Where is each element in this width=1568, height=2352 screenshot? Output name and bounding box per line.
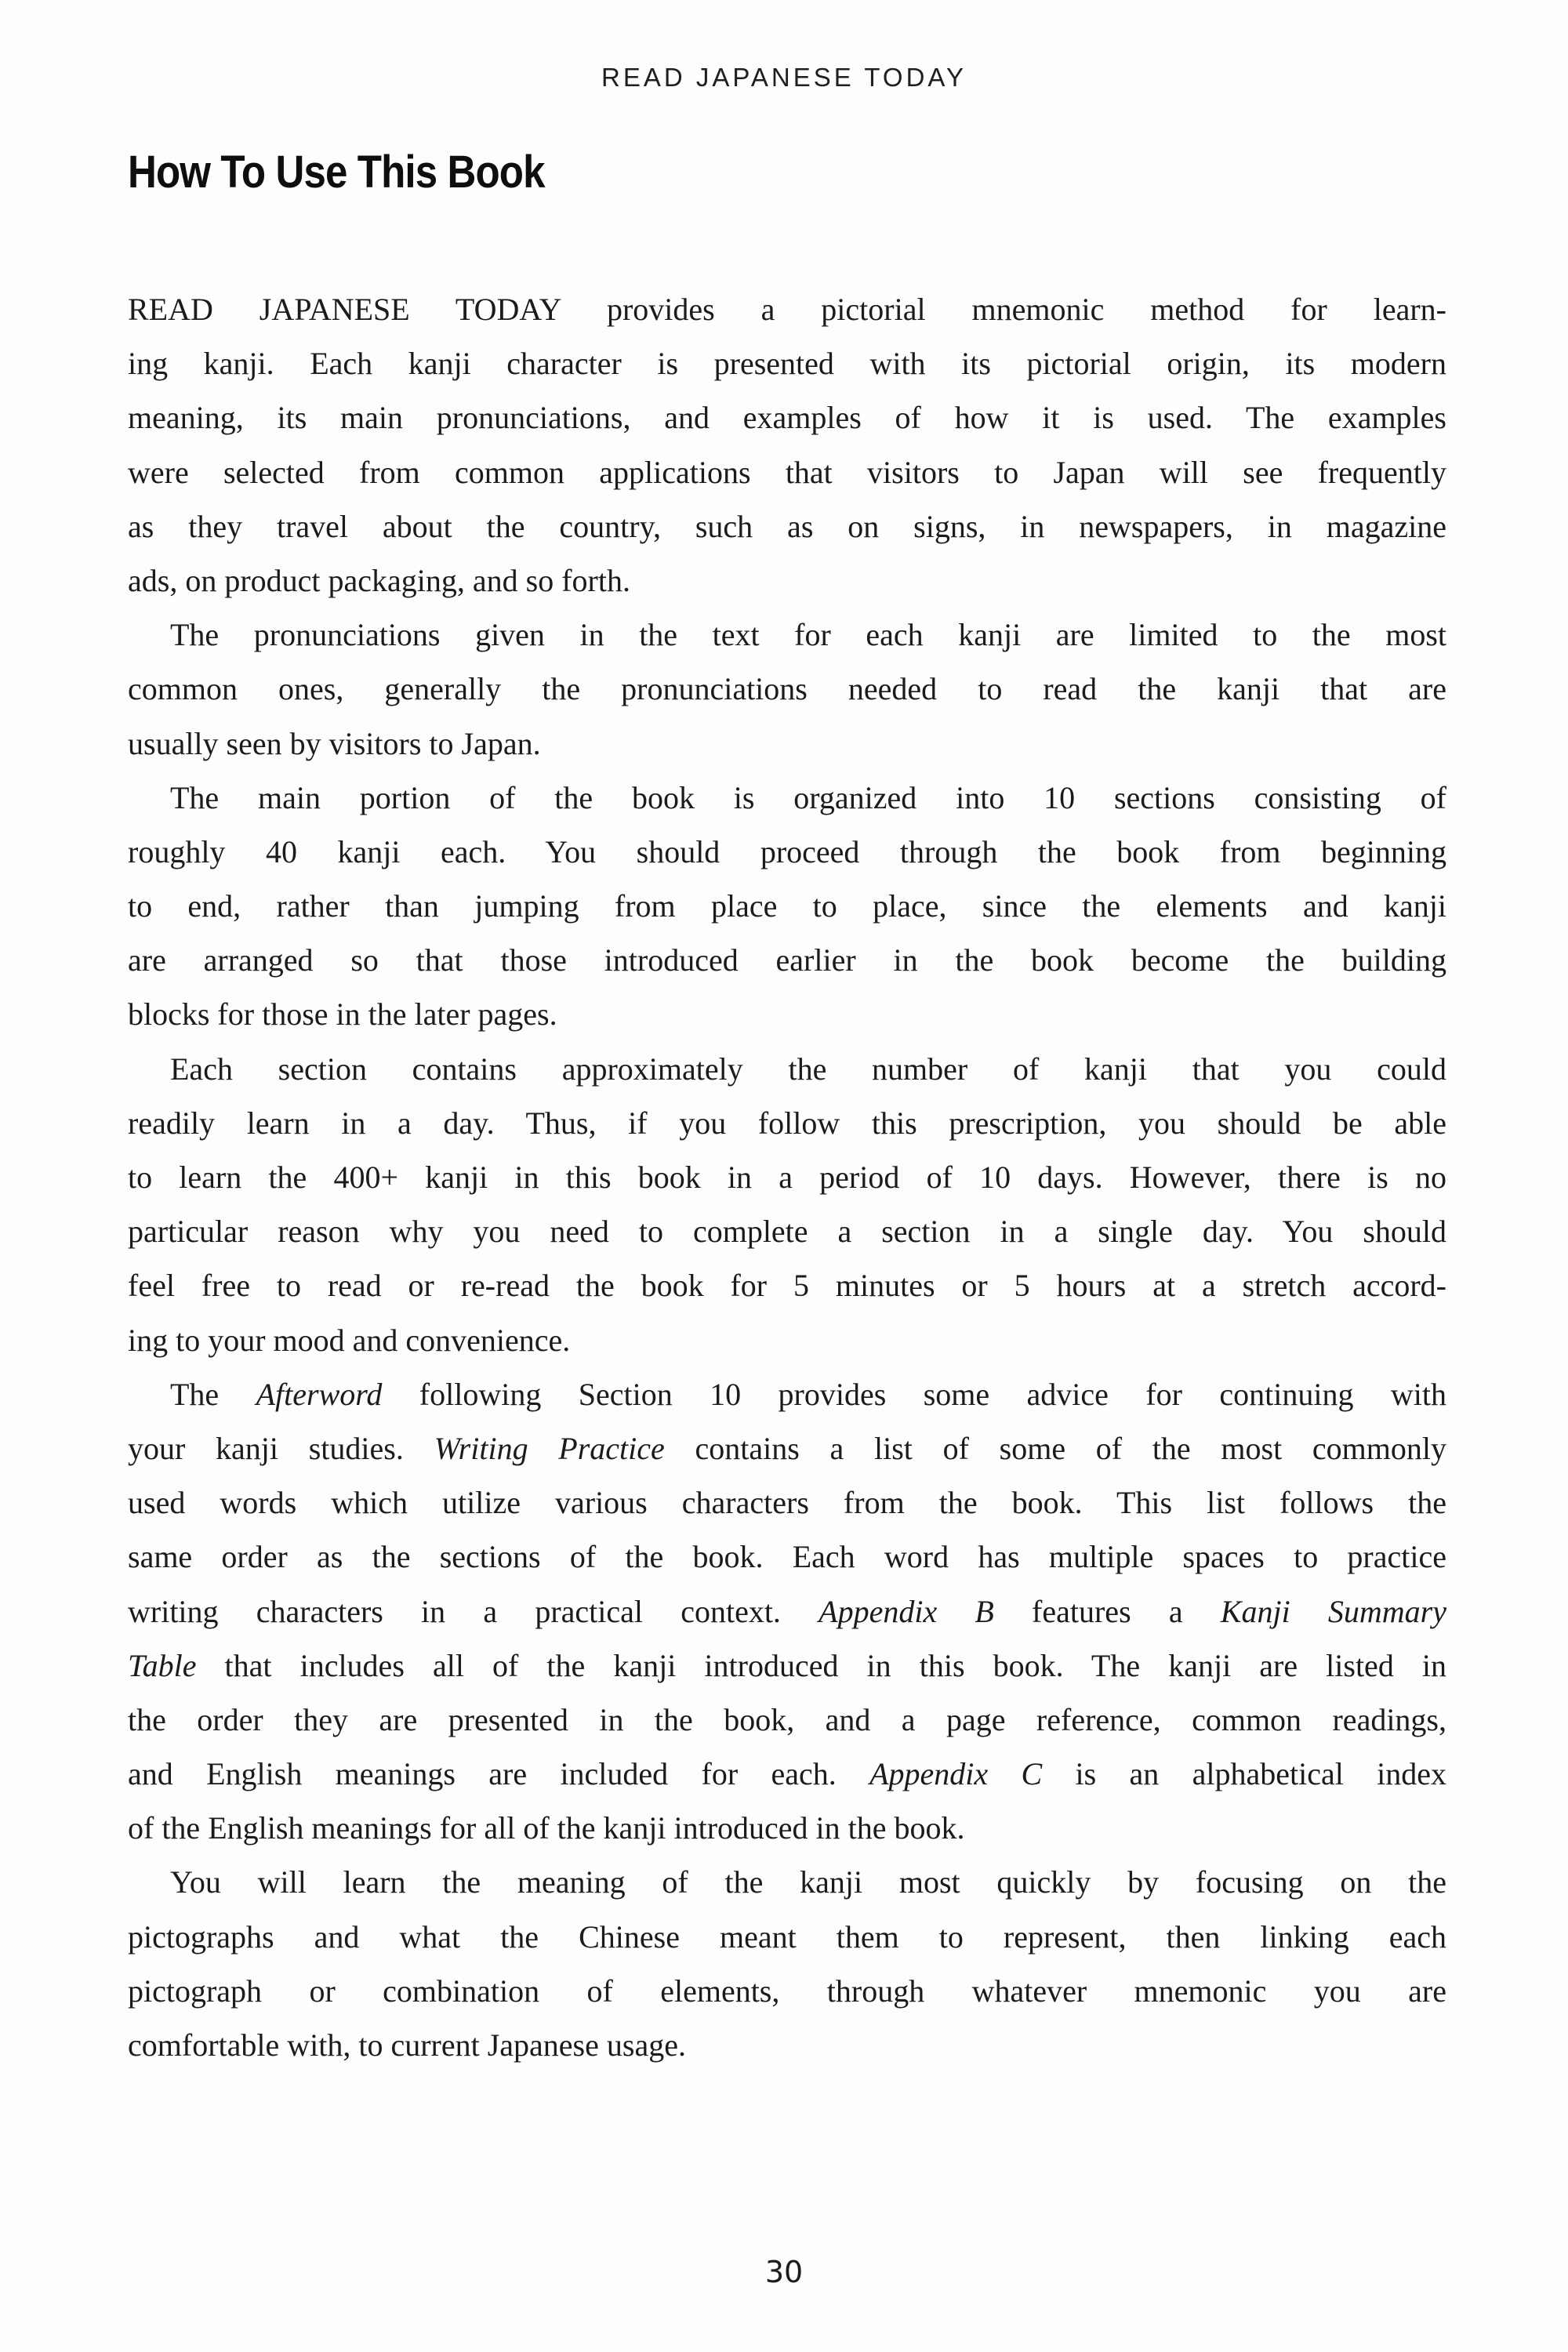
chapter-title: How To Use This Book [128,147,545,198]
text-line: comfortable with, to current Japanese usage. [128,2027,686,2063]
text-line: are arranged so that those introduced earlier in the book become the building [128,942,1446,978]
text-line: READ JAPANESE TODAY provides a pictorial mnemonic method for learn- [128,292,1446,327]
page-number: 30 [764,2255,804,2289]
text-line: as they travel about the country, such as on signs, in newspapers, in magazine [128,508,1446,544]
text-line: your kanji studies. Writing Practice contains a list of some of the most commonly [128,1430,1447,1466]
text-line: ing kanji. Each kanji character is presented with its pictorial origin, its modern [128,346,1446,382]
text-line: usually seen by visitors to Japan. [128,725,541,761]
text-line: to learn the 400+ kanji in this book in a period of 10 days. However, there is no [128,1160,1446,1195]
text-line: used words which utilize various characters from the book. This list follows the [128,1485,1446,1521]
text-line: to end, rather than jumping from place to place, since the elements and kanji [128,888,1446,924]
text-line: and English meanings are included for each. Appendix C is an alphabetical index [128,1756,1447,1792]
text-line: The Afterword following Section 10 provides some advice for continuing with [170,1376,1447,1412]
text-line: Table that includes all of the kanji introduced in this book. The kanji are listed in [128,1647,1446,1683]
text-line: blocks for those in the later pages. [128,996,557,1033]
text-line: ing to your mood and convenience. [128,1322,571,1358]
running-header: READ JAPANESE TODAY [601,63,967,92]
text-line: The pronunciations given in the text for each kanji are limited to the most [170,617,1446,653]
text-line: roughly 40 kanji each. You should proceed through the book from beginning [128,833,1446,869]
text-line: ads, on product packaging, and so forth. [128,562,630,598]
italic-text: Afterword [256,1376,383,1412]
text-line: the order they are presented in the book, and a page reference, common readings, [128,1701,1446,1737]
text-line: pictographs and what the Chinese meant them to represent, then linking each [128,1918,1446,1955]
italic-text: Appendix B [818,1593,994,1629]
text-line: same order as the sections of the book. Each word has multiple spaces to practice [128,1539,1446,1575]
body-text [128,282,1446,2072]
text-line: of the English meanings for all of the kanji introduced in the book. [128,1810,965,1846]
italic-text: Kanji Summary [1220,1593,1446,1629]
text-line: were selected from common applications that visitors to Japan will see frequently [128,454,1446,490]
text-line: meaning, its main pronunciations, and examples of how it is used. The examples [128,400,1446,436]
text-line: feel free to read or re-read the book for 5 minutes or 5 hours at a stretch accord- [128,1268,1446,1304]
italic-text: Table [128,1647,197,1683]
text-line: particular reason why you need to complete a section in a single day. You should [128,1214,1446,1250]
text-line: readily learn in a day. Thus, if you follow this prescription, you should be able [128,1105,1446,1141]
italic-text: Appendix C [869,1756,1043,1792]
text-line: common ones, generally the pronunciations needed to read the kanji that are [128,671,1446,707]
text-line: writing characters in a practical context. Appendix B features a Kanji Summary [128,1593,1446,1629]
text-line: You will learn the meaning of the kanji most quickly by focusing on the [170,1864,1446,1900]
text-line: The main portion of the book is organized into 10 sections consisting of [170,779,1446,815]
text-line: pictograph or combination of elements, through whatever mnemonic you are [128,1973,1446,2009]
italic-text: Writing Practice [434,1430,665,1466]
text-line: Each section contains approximately the number of kanji that you could [170,1051,1446,1087]
